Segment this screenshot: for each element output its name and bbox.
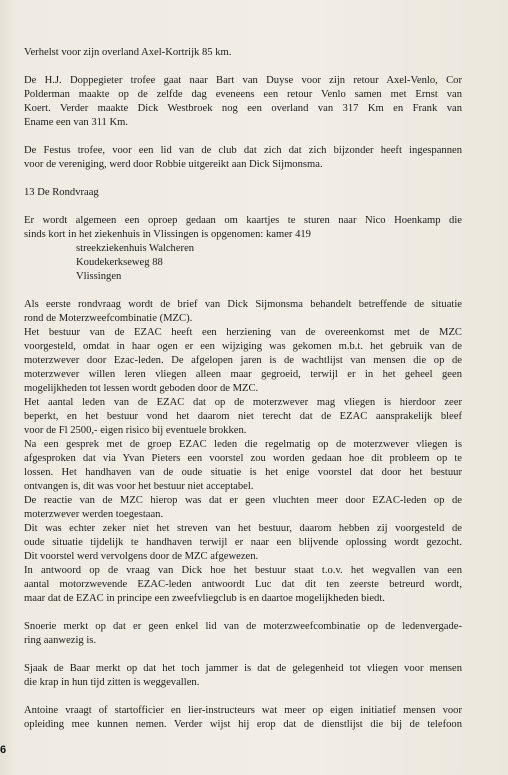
text-line: De Festus trofee, voor een lid van de club dat zich dat zich bijzonder heeft ingespannen <box>24 145 462 156</box>
text-line: Ename een van 311 Km. <box>24 117 129 128</box>
text-line: De reactie van de MZC hierop was dat er geen vluchten meer door EZAC-leden op de <box>24 495 462 506</box>
text-line: Snoerie merkt op dat er geen enkel lid van de moterzweefcombinatie op de ledenvergade- <box>24 621 462 632</box>
section-heading <box>24 186 462 200</box>
text-line: Koert. Verder maakte Dick Westbroek nog een overland van 317 Km en Frank van <box>24 103 462 114</box>
text-line: voor de vereniging, werd door Robbie uitgereikt aan Dick Sijmonsma. <box>24 159 323 170</box>
text-line: Antoine vraagt of startofficier en lier-instructeurs wat meer op eigen initiatief mensen voor <box>24 705 462 716</box>
text-line: 13 De Rondvraag <box>24 187 99 198</box>
text-line: Het bestuur van de EZAC heeft een herziening van de overeenkomst met de MZC <box>24 327 462 338</box>
text-line: voorgesteld, omdat in haar ogen er een wijziging was gekomen m.b.t. het gebruik van de <box>24 341 462 352</box>
text-line: Na een gesprek met de groep EZAC leden die regelmatig op de moterzwever vliegen is <box>24 439 462 450</box>
paragraph-sjaak <box>24 662 462 690</box>
text-line: lossen. Het handhaven van de oude situatie is het enige voorstel dat door het bestuur <box>24 467 462 478</box>
paragraph-oproep <box>24 214 462 242</box>
paragraph-doppegieter-trofee <box>24 74 462 130</box>
text-line: ring aanwezig is. <box>24 635 97 646</box>
text-line: rond de Moterzweefcombinatie (MZC). <box>24 313 193 324</box>
text-line: Verhelst voor zijn overland Axel-Kortrijk 85 km. <box>24 47 232 58</box>
text-line: In antwoord op de vraag van Dick hoe het bestuur staat t.o.v. het wegvallen van een <box>24 565 462 576</box>
paragraph-festus-trofee <box>24 144 462 172</box>
address-block <box>24 242 462 284</box>
text-line: moterzwever werden toegestaan. <box>24 509 164 520</box>
text-line: opleiding mee kunnen nemen. Verder wijst hij erop dat de dienstlijst die bij de telefoon <box>24 719 462 730</box>
text-line: Sjaak de Baar merkt op dat het toch jammer is dat de gelegenheid tot vliegen voor mensen <box>24 663 462 674</box>
text-line: moterzwever door Ezac-leden. De afgelopen jaren is de wachtlijst van mensen die op de <box>24 355 462 366</box>
text-line: aantal motorzwevende EZAC-leden antwoordt Luc dat dit ten zeerste betreurd wordt, <box>24 579 462 590</box>
text-line: Dit voorstel werd vervolgens door de MZC afgewezen. <box>24 551 259 562</box>
text-line: Polderman maakte op de zelfde dag eveneens een retour Venlo samen met Ernst van <box>24 89 462 100</box>
text-line: voor de Fl 2500,- eigen risico bij eventuele brokken. <box>24 425 247 436</box>
paragraph-snoerie <box>24 620 462 648</box>
text-line: afgesproken dat via Yvan Pieters een voorstel zou worden gedaan hoe dit probleem op te <box>24 453 462 464</box>
text-line: oude situatie tijdelijk te handhaven terwijl er naar een blijvende oplossing wordt gezocht. <box>24 537 462 548</box>
text-line: sinds kort in het ziekenhuis in Vlissingen is opgenomen: kamer 419 <box>24 229 311 240</box>
paragraph-antoine <box>24 704 462 732</box>
page-number: 6 <box>0 744 7 756</box>
text-line: moterzwever willen leren vliegen alleen maar gegroeid, terwijl er in het geheel geen <box>24 369 462 380</box>
text-line: mogelijkheden tot lessen wordt geboden door de MZC. <box>24 383 259 394</box>
text-line: Als eerste rondvraag wordt de brief van Dick Sijmonsma behandelt betreffende de situatie <box>24 299 462 310</box>
text-line: maar dat de EZAC in principe een zweefvliegclub is en daartoe mogelijkheden biedt. <box>24 593 385 604</box>
paragraph-mzc <box>24 298 462 606</box>
text-line: Dit was echter zeker niet het streven van het bestuur, daarom hebben zij voorgesteld de <box>24 523 462 534</box>
text-line: beperkt, en het bestuur vond het daarom niet terecht dat de EZAC aansprakelijk bleef <box>24 411 462 422</box>
text-line: die krap in hun tijd zitten is weggevallen. <box>24 677 200 688</box>
text-line: De H.J. Doppegieter trofee gaat naar Bart van Duyse voor zijn retour Axel-Venlo, Cor <box>24 75 462 86</box>
address-line: Koudekerkseweg 88 <box>76 257 163 268</box>
text-line: Het aantal leden van de EZAC dat op de moterzwever mag vliegen is hierdoor zeer <box>24 397 462 408</box>
text-line: Er wordt algemeen een oproep gedaan om kaartjes te sturen naar Nico Hoenkamp die <box>24 215 462 226</box>
address-line: Vlissingen <box>76 271 122 282</box>
paragraph <box>24 46 462 60</box>
body-text <box>24 46 462 732</box>
text-line: ontvangen is, dit was voor het bestuur niet acceptabel. <box>24 481 254 492</box>
address-line: streekziekenhuis Walcheren <box>76 243 195 254</box>
